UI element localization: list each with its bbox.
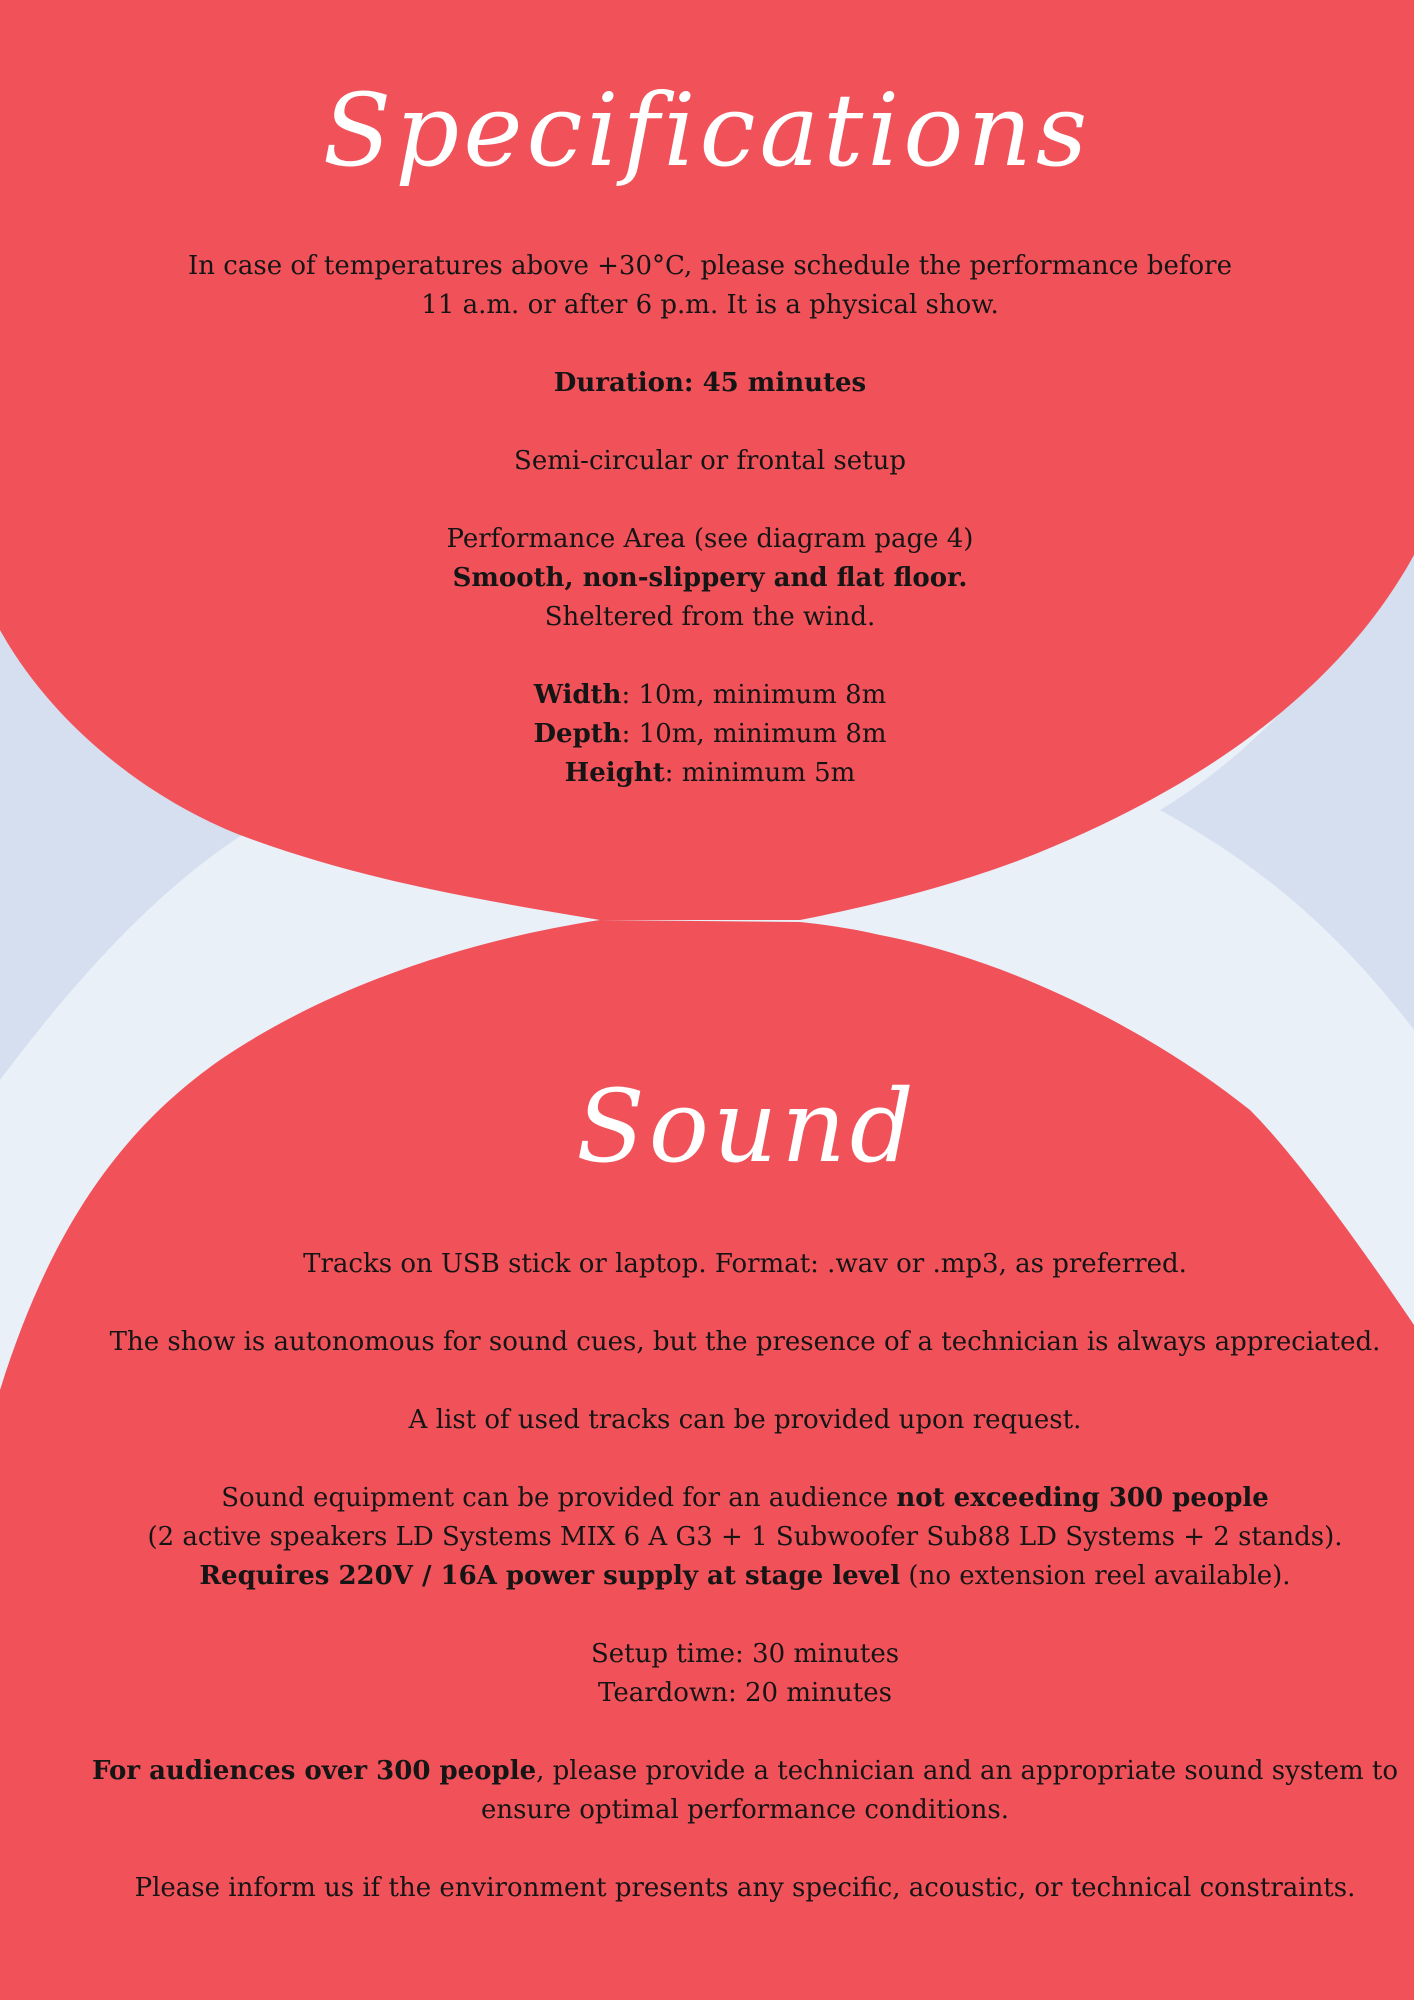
large-audience-note: For audiences over 300 people, please provide a technician and an appropriate sound system to ensure optimal performance conditions.: [91, 1756, 1399, 1825]
equipment-detail: (2 active speakers LD Systems MIX 6 A G3 + 1 Subwoofer Sub88 LD Systems + 2 stands).: [147, 1522, 1343, 1552]
depth-spec: Depth: 10m, minimum 8m: [533, 719, 887, 749]
performance-area-label: Performance Area (see diagram page 4): [446, 524, 974, 554]
duration: Duration: 45 minutes: [553, 368, 867, 398]
setup-time: Setup time: 30 minutes: [590, 1639, 900, 1669]
autonomous-note: The show is autonomous for sound cues, but the presence of a technician is always appreciated.: [109, 1327, 1381, 1357]
constraints-note: Please inform us if the environment presents any specific, acoustic, or technical constraints.: [134, 1873, 1356, 1903]
tracks-format: Tracks on USB stick or laptop. Format: .wav or .mp3, as preferred.: [303, 1249, 1187, 1279]
equipment-note: Sound equipment can be provided for an audience not exceeding 300 people: [221, 1483, 1269, 1513]
sound-title: Sound: [576, 1068, 918, 1185]
floor-requirement: Smooth, non-slippery and flat floor.: [452, 563, 968, 593]
specifications-title: Specifications: [322, 72, 1092, 189]
specifications-body: [110, 247, 1310, 793]
wind-requirement: Sheltered from the wind.: [544, 602, 876, 632]
teardown-time: Teardown: 20 minutes: [598, 1678, 892, 1708]
temperature-note: In case of temperatures above +30°C, please schedule the performance before 11 a.m. or after 6 p.m. It is a physical show.: [188, 251, 1232, 320]
height-spec: Height: minimum 5m: [564, 758, 856, 788]
tracklist-note: A list of used tracks can be provided upon request.: [408, 1405, 1082, 1435]
sound-body: [70, 1245, 1414, 1908]
setup-type: Semi-circular or frontal setup: [514, 446, 906, 476]
width-spec: Width: 10m, minimum 8m: [533, 680, 887, 710]
power-requirement: Requires 220V / 16A power supply at stage level (no extension reel available).: [199, 1561, 1291, 1591]
